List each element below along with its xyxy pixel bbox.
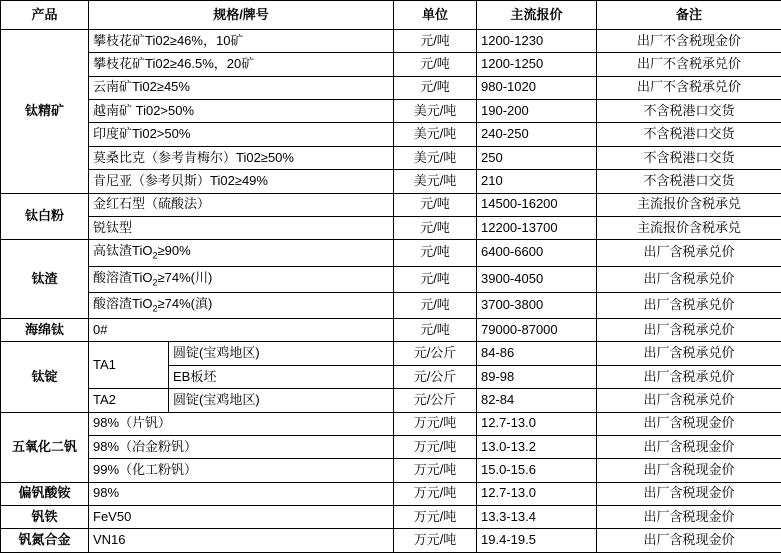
product-category: 钒铁 [1,506,89,529]
note-cell: 出厂含税现金价 [597,506,781,529]
table-row [1,30,781,53]
product-category: 五氧化二钒 [1,412,89,482]
header-unit: 单位 [394,1,477,30]
unit-cell: 元/吨 [394,216,477,239]
note-cell: 出厂含税现金价 [597,529,781,553]
table-row [1,506,781,529]
table-header-row [1,1,781,30]
product-category: 钒氮合金 [1,529,89,553]
spec-cell: 98%（片钒） [89,412,394,435]
table-row [1,76,781,99]
table-row [1,216,781,239]
price-cell: 13.0-13.2 [477,435,597,458]
product-category: 钛渣 [1,240,89,319]
table-row [1,170,781,193]
table-row [1,123,781,146]
price-cell: 6400-6600 [477,240,597,266]
spec-cell: 酸溶渣TiO$_2$≥74%(滇) [89,292,394,318]
table-row [1,529,781,553]
note-cell: 不含税港口交货 [597,123,781,146]
price-cell: 190-200 [477,100,597,123]
unit-cell: 元/吨 [394,266,477,292]
note-cell: 主流报价含税承兑 [597,216,781,239]
spec-cell: VN16 [89,529,394,553]
table-row [1,435,781,458]
price-cell: 82-84 [477,389,597,412]
note-cell: 出厂含税现金价 [597,435,781,458]
note-cell: 出厂不含税现金价 [597,30,781,53]
unit-cell: 元/公斤 [394,389,477,412]
spec-cell: 0# [89,319,394,342]
spec-cell: 攀枝花矿Ti02≥46%，10矿 [89,30,394,53]
table-row [1,319,781,342]
price-cell: 84-86 [477,342,597,365]
price-cell: 79000-87000 [477,319,597,342]
price-cell: 12200-13700 [477,216,597,239]
table-row [1,266,781,292]
table-row [1,100,781,123]
unit-cell: 美元/吨 [394,146,477,169]
unit-cell: 元/吨 [394,30,477,53]
unit-cell: 元/吨 [394,240,477,266]
spec-cell: 肯尼亚（参考贝斯）Ti02≥49% [89,170,394,193]
note-cell: 出厂含税现金价 [597,412,781,435]
price-cell: 210 [477,170,597,193]
table-row [1,146,781,169]
price-cell: 14500-16200 [477,193,597,216]
note-cell: 出厂含税承兑价 [597,240,781,266]
note-cell: 主流报价含税承兑 [597,193,781,216]
price-cell: 250 [477,146,597,169]
spec-cell: FeV50 [89,506,394,529]
spec-cell: 98% [89,482,394,505]
product-category: 海绵钛 [1,319,89,342]
header-product: 产品 [1,1,89,30]
unit-cell: 万元/吨 [394,435,477,458]
unit-cell: 元/公斤 [394,365,477,388]
price-cell: 3700-3800 [477,292,597,318]
table-row [1,292,781,318]
table-row [1,240,781,266]
spec-grade: TA1 [89,342,169,389]
note-cell: 出厂含税承兑价 [597,319,781,342]
price-cell: 240-250 [477,123,597,146]
table-row [1,389,781,412]
spec-detail: 圆锭(宝鸡地区) [169,389,394,412]
note-cell: 出厂不含税承兑价 [597,53,781,76]
table-row [1,342,781,365]
header-price: 主流报价 [477,1,597,30]
spec-cell: 金红石型（硫酸法） [89,193,394,216]
spec-detail: 圆锭(宝鸡地区) [169,342,394,365]
table-row [1,193,781,216]
note-cell: 出厂含税现金价 [597,482,781,505]
unit-cell: 万元/吨 [394,529,477,553]
note-cell: 出厂含税承兑价 [597,389,781,412]
header-note: 备注 [597,1,781,30]
unit-cell: 万元/吨 [394,482,477,505]
product-category: 偏钒酸铵 [1,482,89,505]
unit-cell: 元/吨 [394,193,477,216]
spec-grade: TA2 [89,389,169,412]
spec-cell: 印度矿Ti02>50% [89,123,394,146]
price-cell: 19.4-19.5 [477,529,597,553]
note-cell: 出厂含税承兑价 [597,266,781,292]
note-cell: 不含税港口交货 [597,170,781,193]
price-cell: 13.3-13.4 [477,506,597,529]
note-cell: 出厂含税承兑价 [597,342,781,365]
spec-cell: 酸溶渣TiO$_2$≥74%(川) [89,266,394,292]
unit-cell: 元/吨 [394,292,477,318]
unit-cell: 万元/吨 [394,459,477,482]
note-cell: 出厂含税承兑价 [597,292,781,318]
spec-cell: 锐钛型 [89,216,394,239]
price-cell: 1200-1230 [477,30,597,53]
price-cell: 89-98 [477,365,597,388]
unit-cell: 万元/吨 [394,412,477,435]
note-cell: 出厂含税现金价 [597,459,781,482]
unit-cell: 元/吨 [394,319,477,342]
price-cell: 980-1020 [477,76,597,99]
table-row [1,459,781,482]
unit-cell: 万元/吨 [394,506,477,529]
unit-cell: 元/吨 [394,53,477,76]
unit-cell: 美元/吨 [394,100,477,123]
spec-cell: 莫桑比克（参考肯梅尔）Ti02≥50% [89,146,394,169]
unit-cell: 元/吨 [394,76,477,99]
table-body [1,30,781,553]
spec-cell: 高钛渣TiO$_2$≥90% [89,240,394,266]
table-row [1,482,781,505]
product-category: 钛精矿 [1,30,89,194]
price-cell: 15.0-15.6 [477,459,597,482]
unit-cell: 美元/吨 [394,123,477,146]
price-cell: 3900-4050 [477,266,597,292]
spec-cell: 99%（化工粉钒） [89,459,394,482]
note-cell: 出厂不含税承兑价 [597,76,781,99]
price-cell: 1200-1250 [477,53,597,76]
product-category: 钛锭 [1,342,89,412]
spec-cell: 攀枝花矿Ti02≥46.5%，20矿 [89,53,394,76]
note-cell: 出厂含税承兑价 [597,365,781,388]
product-category: 钛白粉 [1,193,89,240]
header-spec: 规格/牌号 [89,1,394,30]
note-cell: 不含税港口交货 [597,100,781,123]
unit-cell: 美元/吨 [394,170,477,193]
price-cell: 12.7-13.0 [477,482,597,505]
price-cell: 12.7-13.0 [477,412,597,435]
spec-cell: 云南矿Ti02≥45% [89,76,394,99]
spec-cell: 98%（冶金粉钒） [89,435,394,458]
spec-detail: EB板坯 [169,365,394,388]
unit-cell: 元/公斤 [394,342,477,365]
table-row [1,412,781,435]
note-cell: 不含税港口交货 [597,146,781,169]
table-row [1,53,781,76]
spec-cell: 越南矿 Ti02>50% [89,100,394,123]
